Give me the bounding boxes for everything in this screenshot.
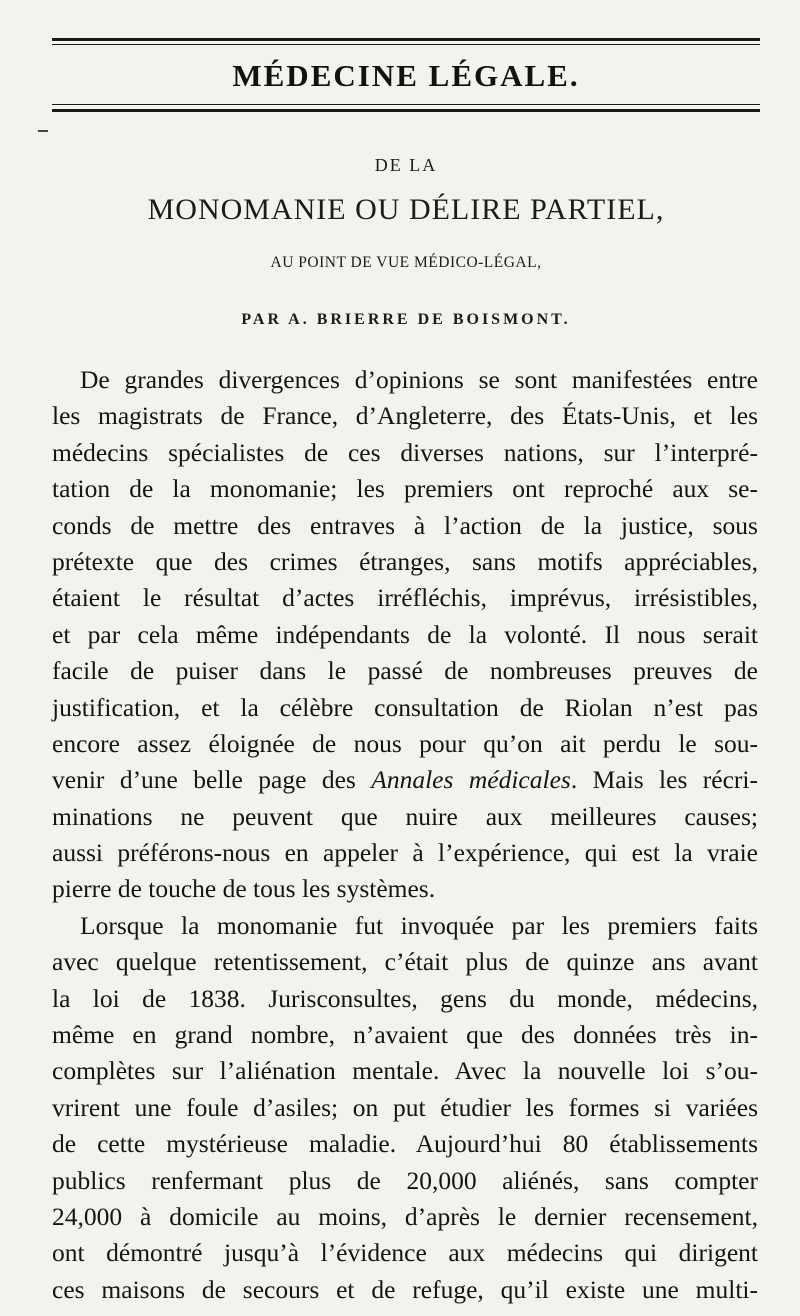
text-line: de cette mystérieuse maladie. Aujourd’hui 80 établissements <box>52 1129 758 1159</box>
text-segment: venir d’une belle page des <box>52 765 372 795</box>
text-line: 24,000 à domicile au moins, d’après le dernier recensement, <box>52 1201 758 1231</box>
text-line: avec quelque retentissement, c’était plus de quinze ans avant <box>52 947 758 977</box>
text-line: la loi de 1838. Jurisconsultes, gens du monde, médecins, <box>52 983 758 1013</box>
text-segment: . Mais les récri- <box>570 765 758 795</box>
text-line: médecins spécialistes de ces diverses nations, sur l’interpré- <box>52 437 758 467</box>
text-line: complètes sur l’aliénation mentale. Avec la nouvelle loi s’ou- <box>52 1056 758 1086</box>
top-rule-thin <box>52 44 760 45</box>
text-line: minations ne peuvent que nuire aux meilleures causes; <box>52 801 758 831</box>
text-line: Lorsque la monomanie fut invoquée par les premiers faits <box>80 910 758 940</box>
text-line: publics renfermant plus de 20,000 aliénés, sans compter <box>52 1165 758 1195</box>
text-line: conds de mettre des entraves à l’action de la justice, sous <box>52 510 758 540</box>
journal-title-italic: Annales médicales <box>371 765 571 795</box>
paragraph-1 <box>52 362 758 908</box>
text-line: ont démontré jusqu’à l’évidence aux médecins qui dirigent <box>52 1238 758 1268</box>
text-line: justification, et la célèbre consultation de Riolan n’est pas <box>52 692 758 722</box>
text-line: ces maisons de secours et de refuge, qu’il existe une multi- <box>52 1274 758 1304</box>
article-body <box>52 362 758 1308</box>
text-line: prétexte que des crimes étranges, sans motifs appréciables, <box>52 546 758 576</box>
mid-rule-thick <box>52 109 760 112</box>
article-subtitle: AU POINT DE VUE MÉDICO-LÉGAL, <box>270 254 542 271</box>
text-line: facile de puiser dans le passé de nombreuses preuves de <box>52 656 758 686</box>
text-line: même en grand nombre, n’avaient que des données très in- <box>52 1020 758 1050</box>
article-title: MONOMANIE OU DÉLIRE PARTIEL, <box>147 193 665 226</box>
text-line: tation de la monomanie; les premiers ont reproché aux se- <box>52 474 758 504</box>
text-line: encore assez éloignée de nous pour qu’on ait perdu le sou- <box>52 728 758 758</box>
text-line: et par cela même indépendants de la volonté. Il nous serait <box>52 619 758 649</box>
margin-mark <box>38 130 48 132</box>
paragraph-2 <box>52 908 758 1308</box>
section-title: MÉDECINE LÉGALE. <box>232 58 580 93</box>
mid-rule-thin <box>52 104 760 105</box>
text-line: vrirent une foule d’asiles; on put étudier les formes si variées <box>52 1092 758 1122</box>
text-line: pierre de touche de tous les systèmes. <box>52 874 436 904</box>
text-line <box>52 762 758 798</box>
text-line: étaient le résultat d’actes irréfléchis, imprévus, irrésistibles, <box>52 583 758 613</box>
top-rule-thick <box>52 38 760 41</box>
author-byline: PAR A. BRIERRE DE BOISMONT. <box>241 311 571 328</box>
text-line: De grandes divergences d’opinions se sont manifestées entre <box>80 365 758 394</box>
title-prefix: DE LA <box>374 155 438 175</box>
text-line: aussi préférons-nous en appeler à l’expérience, qui est la vraie <box>52 838 758 868</box>
text-line: les magistrats de France, d’Angleterre, des États-Unis, et les <box>52 401 758 431</box>
